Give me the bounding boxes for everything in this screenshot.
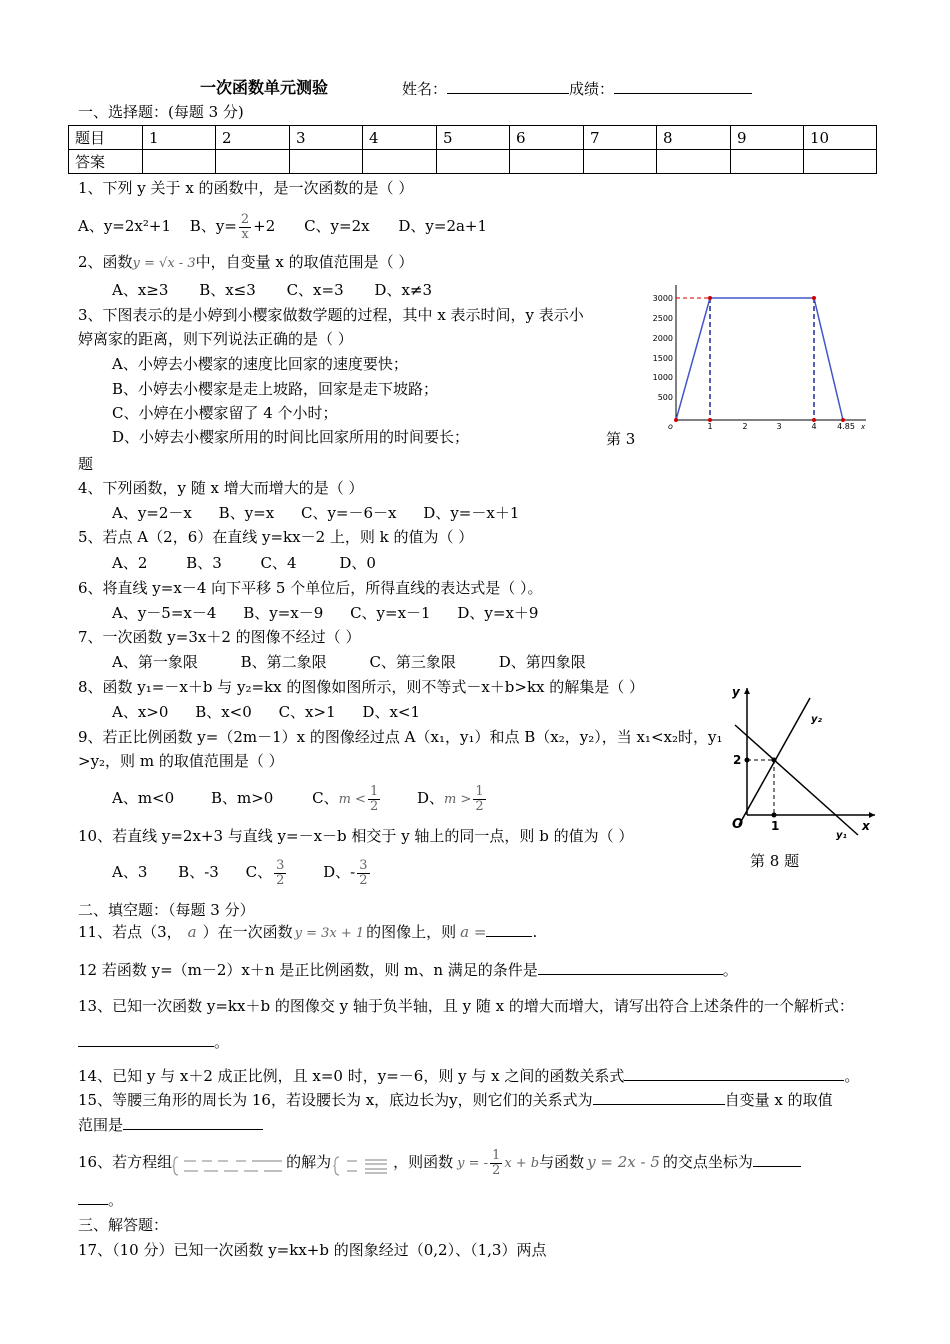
q2-stem-prefix: 2、函数 <box>78 253 133 271</box>
q13-answer: 。 <box>78 1032 229 1052</box>
q10-option-c: C、 <box>245 863 273 881</box>
section-answer-heading: 三、解答题： <box>78 1216 169 1234</box>
name-blank[interactable] <box>447 93 569 94</box>
q16-prefix: 16、若方程组 <box>78 1153 173 1171</box>
q16-equation-system <box>172 1152 286 1174</box>
q12: 12 若函数 y=（m－2）x＋n 是正比例函数，则 m、n 满足的条件是 。 <box>78 961 738 979</box>
q5-option-d: D、0 <box>339 554 376 572</box>
fig3-x-tick: 2 <box>742 422 748 430</box>
q1-fraction <box>239 213 251 242</box>
answer-table-row-answers <box>69 150 877 174</box>
q4-option-c: C、y=－6－x <box>300 504 397 522</box>
fig3-point <box>708 296 712 300</box>
q2-formula: y = √x - 3 <box>132 256 196 271</box>
q6-option-b: B、y=x－9 <box>243 604 324 622</box>
fig8-x-label: x <box>862 819 870 833</box>
table-cell: 1 <box>143 126 216 150</box>
fig3-y-tick: 1500 <box>652 354 673 363</box>
answer-cell[interactable] <box>584 150 657 174</box>
q3-option-d: D、小婷去小樱家所用的时间比回家所用的时间要长； <box>112 428 470 446</box>
fig8-x-tick: 1 <box>771 819 780 833</box>
fig3-point <box>812 296 816 300</box>
q3-option-b: B、小婷去小樱家是走上坡路，回家是走下坡路； <box>112 380 439 398</box>
fig3-point <box>674 418 678 422</box>
table-cell: 3 <box>290 126 363 150</box>
fig3-x-tick: 4 <box>811 422 817 430</box>
q9-option-b: B、m>0 <box>210 789 274 807</box>
q2-option-c: C、x=3 <box>286 281 344 299</box>
q7-option-d: D、第四象限 <box>498 653 586 671</box>
q11-suffix: 的图像上，则 <box>366 923 457 941</box>
answer-cell[interactable] <box>143 150 216 174</box>
fig8-y-label: y <box>732 685 740 699</box>
q15-text: 15、等腰三角形的周长为 16，若设腰长为 x，底边长为y，则它们的关系式为 <box>78 1091 593 1109</box>
q9-option-c: C、 <box>312 789 339 807</box>
q9-c-frac-den: 2 <box>369 798 379 814</box>
q1-stem: 1、下列 y 关于 x 的函数中，是一次函数的是（ ） <box>78 179 414 197</box>
q10-c-fraction <box>274 859 286 888</box>
q11-formula: y = 3x + 1 <box>294 926 365 941</box>
q16-middle: 的解为 <box>286 1153 332 1171</box>
score-label-text: 成绩： <box>569 80 615 98</box>
q3-stem-line2: 婷离家的距离，则下列说法正确的是（ ） <box>78 330 353 348</box>
table-cell: 7 <box>584 126 657 150</box>
q1-option-b-suffix: +2 <box>253 217 276 235</box>
q16-line2: 。 <box>78 1190 123 1210</box>
q16-f2: y = 2x - 5 <box>587 1153 660 1171</box>
q2-option-d: D、x≠3 <box>374 281 433 299</box>
fig3-caption: 第 3 <box>606 430 636 448</box>
q14-text: 14、已知 y 与 x＋2 成正比例，且 x=0 时，y=－6，则 y 与 x 之间的函数关系式 <box>78 1067 625 1085</box>
q7-option-a: A、第一象限 <box>112 653 198 671</box>
q1-option-d: D、y=2a+1 <box>398 217 488 235</box>
q16-answer-blank-cont[interactable] <box>78 1204 108 1205</box>
q12-answer-blank[interactable] <box>538 974 723 975</box>
q5-option-a: A、2 <box>112 554 148 572</box>
q7-option-c: C、第三象限 <box>369 653 456 671</box>
fig8-graph <box>725 680 885 850</box>
fig8-line-y1 <box>735 725 858 835</box>
fig8-y2-label: y₂ <box>811 714 822 725</box>
q9-option-a: A、m<0 <box>112 789 175 807</box>
q8-option-d: D、x<1 <box>362 703 421 721</box>
q10-c-frac-den: 2 <box>276 872 285 888</box>
table-cell: 8 <box>657 126 731 150</box>
fig8-y-arrow <box>744 688 750 694</box>
q7-option-b: B、第二象限 <box>240 653 327 671</box>
q10-d-frac-num: 3 <box>359 857 368 873</box>
fig3-origin: o <box>668 422 673 430</box>
q3-stem-line1: 3、下图表示的是小婷到小樱家做数学题的过程，其中 x 表示时间，y 表示小 <box>78 306 584 324</box>
fig3-x-tick: 4.85 <box>837 422 855 430</box>
fig8-point <box>772 813 777 818</box>
q4-stem: 4、下列函数，y 随 x 增大而增大的是（ ） <box>78 479 364 497</box>
q7-options <box>112 652 586 672</box>
q2-option-a: A、x≥3 <box>112 281 169 299</box>
q16-f1-fraction <box>490 1149 502 1178</box>
q2-stem <box>78 252 413 274</box>
q15-line2-text: 范围是 <box>78 1116 124 1134</box>
section-choice-heading: 一、选择题：(每题 3 分) <box>78 103 244 121</box>
page-title: 一次函数单元测验 <box>200 78 329 97</box>
q16-f1-prefix: y = - <box>457 1156 489 1171</box>
fig3-caption-cont: 题 <box>78 455 94 473</box>
q8-options <box>112 702 420 722</box>
table-head-answer: 答案 <box>69 150 143 174</box>
table-cell: 2 <box>216 126 290 150</box>
q10-option-b: B、-3 <box>178 863 219 881</box>
fig8-y1-label: y₁ <box>836 830 847 841</box>
q9-c-frac-num: 1 <box>369 783 379 799</box>
q9-d-fraction <box>473 785 485 814</box>
fig8-point <box>772 758 777 763</box>
q16-f1-suffix: x + b <box>504 1156 540 1171</box>
q1-option-a: A、y=2x²+1 <box>78 217 172 235</box>
name-label-text: 姓名： <box>402 80 448 98</box>
q1-frac-num: 2 <box>240 211 250 227</box>
answer-cell[interactable] <box>290 150 363 174</box>
q1-option-c: C、y=2x <box>304 217 370 235</box>
q1-options <box>78 206 487 246</box>
q6-option-a: A、y－5=x－4 <box>112 604 217 622</box>
q15-line2 <box>78 1115 263 1135</box>
q2-options <box>112 280 432 300</box>
q16-between: 与函数 <box>539 1153 585 1171</box>
q9-option-d: D、 <box>417 789 445 807</box>
q5-stem: 5、若点 A（2，6）在直线 y=kx－2 上，则 k 的值为（ ） <box>78 528 474 546</box>
q8-option-a: A、x>0 <box>112 703 169 721</box>
fig3-x-label: x <box>861 423 866 430</box>
answer-table <box>68 125 877 174</box>
q2-option-b: B、x≤3 <box>199 281 256 299</box>
q8-stem: 8、函数 y₁=－x＋b 与 y₂=kx 的图像如图所示，则不等式－x＋b>kx 的解集是（ ） <box>78 678 645 696</box>
fig3-x-tick: 1 <box>707 422 713 430</box>
table-head-question: 题目 <box>69 126 143 150</box>
q10-option-d: D、- <box>323 863 356 881</box>
q15-suffix: 自变量 x 的取值 <box>724 1091 833 1109</box>
fig8-origin: O <box>732 817 744 832</box>
q3-option-a: A、小婷去小樱家的速度比回家的速度要快； <box>112 355 408 373</box>
q10-c-frac-num: 3 <box>276 857 285 873</box>
q5-option-c: C、4 <box>260 554 297 572</box>
table-cell: 10 <box>804 126 877 150</box>
q11-prefix: 11、若点（3， <box>78 923 182 941</box>
q4-option-d: D、y=－x＋1 <box>423 504 520 522</box>
fig3-y-tick: 500 <box>657 393 673 402</box>
q11-middle: ）在一次函数 <box>202 923 293 941</box>
fig8-x-arrow <box>869 812 875 818</box>
q11: 11、若点（3， a ）在一次函数 y = 3x + 1 的图像上，则 a = . <box>78 923 538 941</box>
fig3-y-tick: 2000 <box>652 334 673 343</box>
fig3-x-tick: 3 <box>776 422 782 430</box>
q2-stem-suffix: 中，自变量 x 的取值范围是（ ） <box>195 253 414 271</box>
q8-option-c: C、x>1 <box>278 703 336 721</box>
fig3-y-tick: 2500 <box>652 314 673 323</box>
q16-f1-num: 1 <box>492 1147 501 1163</box>
q6-options <box>112 603 538 623</box>
q8-option-b: B、x<0 <box>195 703 252 721</box>
q16-f1-den: 2 <box>492 1162 501 1178</box>
table-cell: 6 <box>510 126 584 150</box>
answer-cell[interactable] <box>657 150 731 174</box>
fig3-path <box>676 298 843 420</box>
fig3-y-tick: 3000 <box>652 294 673 303</box>
q13-text: 13、已知一次函数 y=kx＋b 的图像交 y 轴于负半轴，且 y 随 x 的增大而增大，请写出符合上述条件的一个解析式： <box>78 997 854 1015</box>
q15-range-blank[interactable] <box>123 1129 263 1130</box>
q9-options <box>112 778 488 818</box>
fig8-y-tick: 2 <box>733 753 742 767</box>
score-blank[interactable] <box>614 93 752 94</box>
q11-answer-prefix: a = <box>460 923 487 941</box>
q14: 14、已知 y 与 x＋2 成正比例，且 x=0 时，y=－6，则 y 与 x 之间的函数关系式 。 <box>78 1067 860 1085</box>
q9-c-fraction <box>368 785 380 814</box>
table-cell: 4 <box>363 126 437 150</box>
q10-d-fraction <box>357 859 369 888</box>
q10-options <box>112 852 372 892</box>
fig8-point <box>745 758 750 763</box>
q6-stem: 6、将直线 y=x－4 向下平移 5 个单位后，所得直线的表达式是（ ）。 <box>78 579 543 597</box>
q13-answer-blank[interactable] <box>78 1046 214 1047</box>
q17-text: 17、（10 分）已知一次函数 y=kx+b 的图象经过（0,2）、（1,3）两点 <box>78 1241 547 1259</box>
q5-options <box>112 553 376 573</box>
q15 <box>78 1090 833 1110</box>
q11-a-var: a <box>187 923 197 941</box>
fig8-caption: 第 8 题 <box>750 852 800 870</box>
q7-stem: 7、一次函数 y=3x＋2 的图像不经过（ ） <box>78 628 361 646</box>
table-cell: 9 <box>731 126 804 150</box>
name-label <box>402 79 752 99</box>
q4-option-b: B、y=x <box>218 504 275 522</box>
q10-d-frac-den: 2 <box>359 872 368 888</box>
q16-middle2: ，则函数 <box>393 1153 454 1171</box>
fig3-y-tick: 1000 <box>652 373 673 382</box>
q16-answer-blank[interactable] <box>753 1166 801 1167</box>
answer-cell[interactable] <box>437 150 510 174</box>
q10-stem: 10、若直线 y=2x+3 与直线 y=－x－b 相交于 y 轴上的同一点，则 b 的值为（ ） <box>78 827 634 845</box>
q9-d-frac-den: 2 <box>475 798 484 814</box>
table-cell: 5 <box>437 126 510 150</box>
answer-cell[interactable] <box>804 150 877 174</box>
q12-text: 12 若函数 y=（m－2）x＋n 是正比例函数，则 m、n 满足的条件是 <box>78 961 538 979</box>
q5-option-b: B、3 <box>186 554 222 572</box>
q4-option-a: A、y=2－x <box>112 504 192 522</box>
q1-frac-den: x <box>241 226 249 242</box>
q9-stem-line2: >y₂，则 m 的取值范围是（ ） <box>78 752 284 770</box>
answer-cell[interactable] <box>510 150 584 174</box>
q6-option-c: C、y=x－1 <box>350 604 431 622</box>
q4-options <box>112 503 519 523</box>
fig3-graph <box>640 280 870 430</box>
answer-cell[interactable] <box>731 150 804 174</box>
q11-answer-blank[interactable] <box>486 936 532 937</box>
q14-answer-blank[interactable] <box>624 1080 844 1081</box>
q15-answer-blank[interactable] <box>593 1104 725 1105</box>
section-fill-heading: 二、填空题：（每题 3 分） <box>78 901 255 919</box>
q1-option-b: B、y= <box>189 217 237 235</box>
q16 <box>78 1142 801 1182</box>
answer-cell[interactable] <box>363 150 437 174</box>
q9-stem-line1: 9、若正比例函数 y=（2m－1）x 的图像经过点 A（x₁，y₁）和点 B（x₂，y₂），当 x₁<x₂时，y₁ <box>78 728 723 746</box>
q16-solution <box>331 1152 393 1174</box>
q16-suffix: 的交点坐标为 <box>662 1153 753 1171</box>
answer-cell[interactable] <box>216 150 290 174</box>
q9-option-c-var: m < <box>338 792 366 807</box>
q9-d-frac-num: 1 <box>475 783 484 799</box>
q10-option-a: A、3 <box>112 863 148 881</box>
answer-table-row-numbers <box>69 126 877 150</box>
q9-option-d-var: m > <box>444 792 472 807</box>
q3-option-c: C、小婷在小樱家留了 4 个小时； <box>112 404 338 422</box>
q6-option-d: D、y=x＋9 <box>457 604 539 622</box>
